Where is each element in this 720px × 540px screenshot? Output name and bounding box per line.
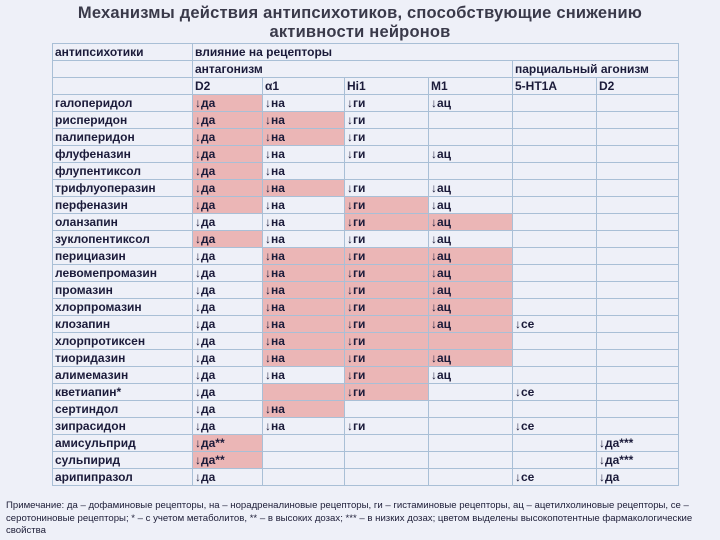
table-row xyxy=(53,401,679,418)
receptor-cell xyxy=(597,401,679,418)
drug-name: трифлуоперазин xyxy=(53,180,193,197)
receptor-cell xyxy=(345,435,429,452)
receptor-cell xyxy=(429,469,513,486)
drug-name: левомепромазин xyxy=(53,265,193,282)
receptor-cell: ↓да xyxy=(193,129,263,146)
receptor-cell: ↓да xyxy=(193,367,263,384)
title-line-1: Механизмы действия антипсихотиков, способствующие снижению xyxy=(77,4,643,22)
table-row xyxy=(53,197,679,214)
table-row xyxy=(53,163,679,180)
header-drugs: антипсихотики xyxy=(53,44,193,61)
receptor-cell: ↓на xyxy=(263,418,345,435)
receptor-cell xyxy=(263,435,345,452)
receptor-cell: ↓ги xyxy=(345,384,429,401)
receptor-cell: ↓да xyxy=(193,299,263,316)
receptor-cell: ↓да xyxy=(193,384,263,401)
receptor-cell xyxy=(513,350,597,367)
table-row xyxy=(53,180,679,197)
receptor-cell: ↓ги xyxy=(345,231,429,248)
receptor-cell xyxy=(263,469,345,486)
receptor-cell: ↓да xyxy=(193,282,263,299)
receptor-cell: ↓на xyxy=(263,350,345,367)
drug-name: тиоридазин xyxy=(53,350,193,367)
receptor-cell: ↓на xyxy=(263,129,345,146)
title-line-2: активности нейронов xyxy=(269,23,451,41)
receptor-cell: ↓ги xyxy=(345,95,429,112)
receptor-cell: ↓на xyxy=(263,401,345,418)
header-d2-partial: D2 xyxy=(597,78,679,95)
receptor-cell: ↓ац xyxy=(429,146,513,163)
receptor-cell: ↓ац xyxy=(429,282,513,299)
receptor-cell: ↓да xyxy=(193,231,263,248)
receptor-cell: ↓да xyxy=(193,316,263,333)
drug-name: клозапин xyxy=(53,316,193,333)
receptor-cell: ↓се xyxy=(513,316,597,333)
receptor-cell xyxy=(597,350,679,367)
receptor-cell: ↓да xyxy=(193,265,263,282)
receptor-cell: ↓ги xyxy=(345,129,429,146)
header-m1: M1 xyxy=(429,78,513,95)
receptor-cell xyxy=(513,129,597,146)
receptor-cell xyxy=(597,197,679,214)
receptor-cell: ↓ги xyxy=(345,367,429,384)
table-row xyxy=(53,316,679,333)
receptor-cell xyxy=(597,112,679,129)
drug-name: перициазин xyxy=(53,248,193,265)
receptor-cell xyxy=(429,163,513,180)
receptor-cell xyxy=(513,452,597,469)
drug-name: рисперидон xyxy=(53,112,193,129)
table-row xyxy=(53,129,679,146)
page-title xyxy=(0,4,720,42)
receptor-cell: ↓на xyxy=(263,282,345,299)
table-row xyxy=(53,469,679,486)
receptor-cell: ↓ац xyxy=(429,265,513,282)
receptor-cell xyxy=(513,197,597,214)
receptor-cell: ↓на xyxy=(263,197,345,214)
table-row xyxy=(53,435,679,452)
receptor-cell xyxy=(513,282,597,299)
receptor-cell: ↓ац xyxy=(429,350,513,367)
receptor-cell: ↓на xyxy=(263,180,345,197)
table-row xyxy=(53,146,679,163)
receptor-cell: ↓ги xyxy=(345,350,429,367)
receptor-cell: ↓ац xyxy=(429,231,513,248)
table-row xyxy=(53,299,679,316)
receptor-cell: ↓на xyxy=(263,367,345,384)
receptor-cell: ↓да xyxy=(193,248,263,265)
drug-name: хлорпромазин xyxy=(53,299,193,316)
receptor-cell: ↓на xyxy=(263,265,345,282)
receptor-cell: ↓на xyxy=(263,146,345,163)
receptor-cell: ↓се xyxy=(513,384,597,401)
receptor-cell xyxy=(513,146,597,163)
receptor-cell: ↓ац xyxy=(429,197,513,214)
receptor-cell xyxy=(513,112,597,129)
receptor-cell xyxy=(429,112,513,129)
receptor-cell: ↓ац xyxy=(429,180,513,197)
receptor-cell xyxy=(597,367,679,384)
receptor-cell: ↓да** xyxy=(193,452,263,469)
receptor-cell: ↓да xyxy=(193,163,263,180)
receptor-cell xyxy=(429,333,513,350)
table-row xyxy=(53,248,679,265)
receptor-cell: ↓на xyxy=(263,95,345,112)
receptor-cell: ↓ац xyxy=(429,95,513,112)
receptor-cell xyxy=(597,163,679,180)
table-row xyxy=(53,384,679,401)
drug-name: зипрасидон xyxy=(53,418,193,435)
table-row xyxy=(53,265,679,282)
receptor-table xyxy=(52,43,679,486)
receptor-cell xyxy=(429,384,513,401)
receptor-cell xyxy=(513,265,597,282)
receptor-cell: ↓да xyxy=(193,95,263,112)
table-row xyxy=(53,452,679,469)
receptor-cell xyxy=(597,248,679,265)
drug-name: амисульприд xyxy=(53,435,193,452)
drug-name: палиперидон xyxy=(53,129,193,146)
receptor-cell: ↓на xyxy=(263,333,345,350)
receptor-cell xyxy=(597,214,679,231)
table-row xyxy=(53,282,679,299)
header-antagonism: антагонизм xyxy=(193,61,513,78)
receptor-cell xyxy=(429,129,513,146)
drug-name: хлорпротиксен xyxy=(53,333,193,350)
receptor-cell xyxy=(513,248,597,265)
drug-name: арипипразол xyxy=(53,469,193,486)
receptor-cell: ↓ац xyxy=(429,248,513,265)
receptor-cell: ↓на xyxy=(263,163,345,180)
receptor-cell: ↓да xyxy=(193,214,263,231)
drug-name: алимемазин xyxy=(53,367,193,384)
receptor-cell: ↓да xyxy=(193,112,263,129)
header-alpha1: α1 xyxy=(263,78,345,95)
header-influence: влияние на рецепторы xyxy=(193,44,679,61)
table-row xyxy=(53,418,679,435)
receptor-cell xyxy=(597,231,679,248)
receptor-cell: ↓ги xyxy=(345,180,429,197)
receptor-cell: ↓да*** xyxy=(597,435,679,452)
receptor-cell: ↓ги xyxy=(345,248,429,265)
receptor-cell: ↓да xyxy=(193,333,263,350)
receptor-cell: ↓се xyxy=(513,469,597,486)
table-row xyxy=(53,214,679,231)
receptor-cell: ↓да xyxy=(193,401,263,418)
receptor-cell: ↓ги xyxy=(345,146,429,163)
receptor-cell: ↓ги xyxy=(345,265,429,282)
receptor-cell xyxy=(513,435,597,452)
header-empty-2 xyxy=(53,78,193,95)
receptor-cell: ↓ги xyxy=(345,197,429,214)
receptor-cell: ↓да xyxy=(193,197,263,214)
drug-name: перфеназин xyxy=(53,197,193,214)
receptor-cell xyxy=(513,95,597,112)
receptor-cell: ↓да xyxy=(597,469,679,486)
table-row xyxy=(53,95,679,112)
footnote: Примечание: да – дофаминовые рецепторы, на – норадреналиновые рецепторы, ги – гистаминовые рецепторы, ац – ацетилхолиновые рецепторы, се – серотониновые рецепторы; * – с учетом метаболитов, ** – в высоких дозах; *** – в низких дозах; цветом выделены высокопотентные фармакологические свойства xyxy=(6,500,693,537)
receptor-cell xyxy=(597,265,679,282)
receptor-cell: ↓да xyxy=(193,350,263,367)
receptor-cell xyxy=(597,333,679,350)
receptor-cell: ↓да xyxy=(193,180,263,197)
receptor-cell xyxy=(597,95,679,112)
receptor-cell xyxy=(597,418,679,435)
receptor-cell xyxy=(513,367,597,384)
receptor-cell: ↓да xyxy=(193,469,263,486)
receptor-cell: ↓да xyxy=(193,146,263,163)
receptor-cell: ↓на xyxy=(263,214,345,231)
drug-name: кветиапин* xyxy=(53,384,193,401)
receptor-cell xyxy=(513,333,597,350)
receptor-cell xyxy=(429,401,513,418)
table-row xyxy=(53,231,679,248)
receptor-cell: ↓ги xyxy=(345,316,429,333)
receptor-cell: ↓на xyxy=(263,248,345,265)
receptor-cell xyxy=(597,299,679,316)
receptor-cell: ↓ги xyxy=(345,282,429,299)
receptor-cell: ↓ги xyxy=(345,214,429,231)
receptor-cell xyxy=(513,401,597,418)
receptor-cell xyxy=(263,384,345,401)
receptor-cell xyxy=(345,401,429,418)
receptor-cell: ↓ги xyxy=(345,299,429,316)
receptor-cell: ↓ги xyxy=(345,333,429,350)
receptor-cell: ↓ац xyxy=(429,367,513,384)
receptor-cell xyxy=(513,163,597,180)
receptor-cell: ↓да xyxy=(193,418,263,435)
drug-name: сульпирид xyxy=(53,452,193,469)
receptor-cell xyxy=(345,163,429,180)
receptor-cell xyxy=(597,384,679,401)
drug-name: сертиндол xyxy=(53,401,193,418)
receptor-cell xyxy=(513,214,597,231)
receptor-cell xyxy=(597,316,679,333)
receptor-cell xyxy=(345,469,429,486)
receptor-cell xyxy=(597,282,679,299)
receptor-cell: ↓ги xyxy=(345,418,429,435)
drug-name: галоперидол xyxy=(53,95,193,112)
receptor-cell: ↓да** xyxy=(193,435,263,452)
receptor-cell xyxy=(597,129,679,146)
header-5ht1a: 5-HT1A xyxy=(513,78,597,95)
receptor-cell xyxy=(263,452,345,469)
receptor-cell xyxy=(597,180,679,197)
receptor-cell xyxy=(429,435,513,452)
receptor-cell: ↓на xyxy=(263,299,345,316)
drug-name: оланзапин xyxy=(53,214,193,231)
receptor-cell xyxy=(513,231,597,248)
table-row xyxy=(53,112,679,129)
receptor-cell: ↓да*** xyxy=(597,452,679,469)
header-empty xyxy=(53,61,193,78)
header-h1: Hi1 xyxy=(345,78,429,95)
receptor-cell: ↓ац xyxy=(429,299,513,316)
receptor-cell xyxy=(597,146,679,163)
drug-name: флуфеназин xyxy=(53,146,193,163)
drug-name: флупентиксол xyxy=(53,163,193,180)
receptor-cell: ↓на xyxy=(263,112,345,129)
receptor-cell: ↓се xyxy=(513,418,597,435)
drug-name: зуклопентиксол xyxy=(53,231,193,248)
receptor-cell xyxy=(429,418,513,435)
receptor-cell xyxy=(345,452,429,469)
drug-name: промазин xyxy=(53,282,193,299)
receptor-cell: ↓ги xyxy=(345,112,429,129)
receptor-cell: ↓на xyxy=(263,316,345,333)
header-partial-agonism: парциальный агонизм xyxy=(513,61,679,78)
receptor-cell: ↓ац xyxy=(429,214,513,231)
receptor-cell xyxy=(429,452,513,469)
table-row xyxy=(53,333,679,350)
receptor-cell xyxy=(513,299,597,316)
receptor-cell xyxy=(513,180,597,197)
table-row xyxy=(53,350,679,367)
header-d2: D2 xyxy=(193,78,263,95)
receptor-cell: ↓ац xyxy=(429,316,513,333)
table-row xyxy=(53,367,679,384)
receptor-cell: ↓на xyxy=(263,231,345,248)
